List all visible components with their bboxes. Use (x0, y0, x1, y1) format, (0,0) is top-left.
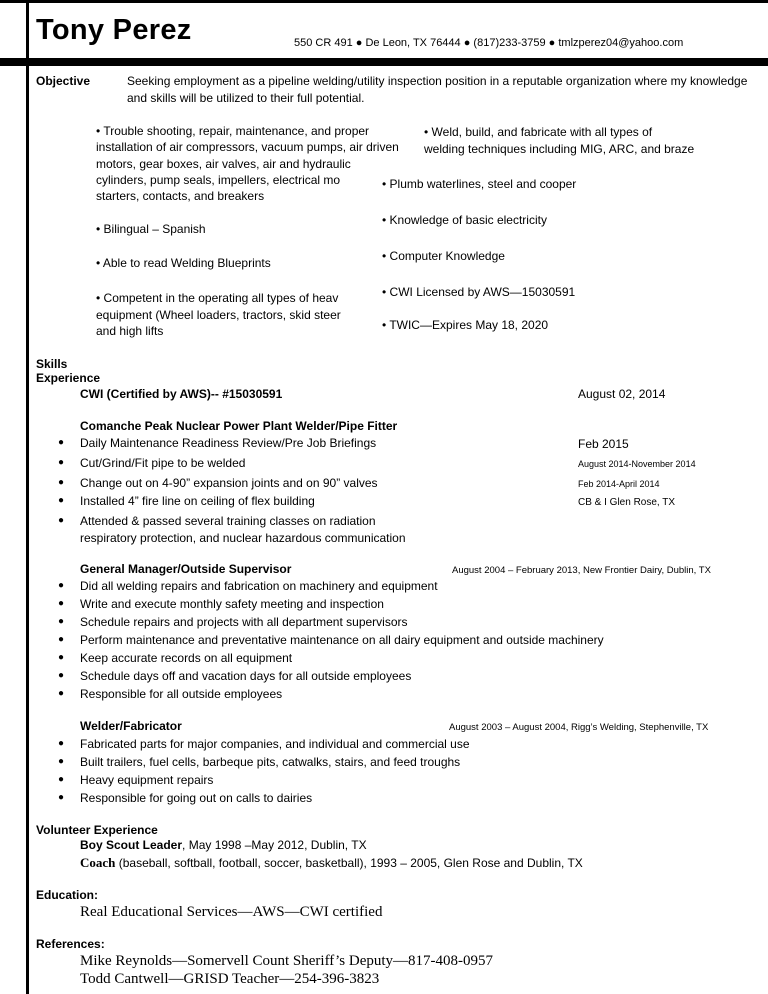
skill-cwi-licensed: • CWI Licensed by AWS—15030591 (382, 285, 576, 299)
bullet-icon: ● (58, 495, 65, 506)
comanche-bullet-4: Installed 4” fire line on ceiling of flex building (80, 494, 315, 508)
applicant-name: Tony Perez (36, 14, 192, 46)
cwi-date: August 02, 2014 (578, 387, 666, 401)
bullet-icon: ● (58, 738, 65, 749)
bullet-icon: ● (58, 688, 65, 699)
contact-info: 550 CR 491 ● De Leon, TX 76444 ● (817)233-3759 ● tmlzperez04@yahoo.com (294, 37, 684, 49)
references-label: References: (36, 937, 105, 951)
comanche-date-3: Feb 2014-April 2014 (578, 479, 660, 489)
left-border-bar (26, 0, 29, 994)
bullet-icon: ● (58, 616, 65, 627)
skill-electricity: • Knowledge of basic electricity (382, 213, 547, 227)
skill-weld-line-1: • Weld, build, and fabricate with all types of (424, 125, 653, 139)
cwi-title: CWI (Certified by AWS)-- #15030591 (80, 387, 283, 401)
welder-bullet-2: Built trailers, fuel cells, barbeque pits, catwalks, stairs, and feed troughs (80, 755, 461, 769)
gm-title: General Manager/Outside Supervisor (80, 562, 292, 576)
skill-bilingual: • Bilingual – Spanish (96, 222, 206, 236)
top-rule (0, 0, 768, 3)
gm-bullet-2: Write and execute monthly safety meeting and inspection (80, 597, 384, 611)
coach-details: (baseball, softball, football, soccer, basketball), 1993 – 2005, Glen Rose and Dublin, TX (115, 856, 583, 870)
reference-1: Mike Reynolds—Somervell Count Sheriff’s Deputy—817-408-0957 (80, 953, 494, 969)
comanche-date-1: Feb 2015 (578, 437, 629, 451)
bullet-icon: ● (58, 634, 65, 645)
volunteer-label: Volunteer Experience (36, 823, 158, 837)
education-label: Education: (36, 888, 98, 902)
bullet-icon: ● (58, 774, 65, 785)
volunteer-coach (80, 855, 583, 871)
objective-line-1: Seeking employment as a pipeline welding/utility inspection position in a reputable organization where my knowledge (127, 74, 748, 88)
gm-bullet-4: Perform maintenance and preventative maintenance on all dairy equipment and outside machinery (80, 633, 604, 647)
skill-troubleshooting: • Trouble shooting, repair, maintenance, and proper installation of air compressors, vacuum pumps, air driven motors, gear boxes, air valves, air and hydraulic cylinders, pump seals, impellers, electrical mo starters, contacts, and breakers (96, 124, 399, 203)
comanche-bullet-3: Change out on 4-90” expansion joints and on 90” valves (80, 476, 378, 490)
bullet-icon: ● (58, 598, 65, 609)
gm-bullet-6: Schedule days off and vacation days for all outside employees (80, 669, 412, 683)
bullet-icon: ● (58, 580, 65, 591)
bullet-icon: ● (58, 652, 65, 663)
skill-twic: • TWIC—Expires May 18, 2020 (382, 318, 549, 332)
comanche-bullet-5-cont: respiratory protection, and nuclear hazardous communication (80, 531, 406, 545)
volunteer-scout (80, 838, 367, 852)
gm-bullet-1: Did all welding repairs and fabrication on machinery and equipment (80, 579, 438, 593)
welder-title: Welder/Fabricator (80, 719, 182, 733)
gm-meta: August 2004 – February 2013, New Frontier Dairy, Dublin, TX (452, 565, 711, 576)
experience-label: Experience (36, 371, 101, 385)
skill-plumb: • Plumb waterlines, steel and cooper (382, 177, 577, 191)
bullet-icon: ● (58, 515, 65, 526)
skill-heavy-equipment: • Competent in the operating all types of heav equipment (Wheel loaders, tractors, skid steer and high lifts (96, 291, 341, 338)
bullet-icon: ● (58, 457, 65, 468)
welder-bullet-3: Heavy equipment repairs (80, 773, 214, 787)
comanche-bullet-5: Attended & passed several training classes on radiation (80, 514, 376, 528)
skill-computer: • Computer Knowledge (382, 249, 505, 263)
reference-2: Todd Cantwell—GRISD Teacher—254-396-3823 (80, 971, 380, 987)
skill-blueprints: • Able to read Welding Blueprints (96, 256, 271, 270)
gm-bullet-5: Keep accurate records on all equipment (80, 651, 293, 665)
welder-bullet-1: Fabricated parts for major companies, and individual and commercial use (80, 737, 470, 751)
comanche-bullet-1: Daily Maintenance Readiness Review/Pre Job Briefings (80, 436, 377, 450)
objective-line-2: and skills will be utilized to their full potential. (127, 91, 365, 105)
gm-bullet-3: Schedule repairs and projects with all department supervisors (80, 615, 408, 629)
welder-meta: August 2003 – August 2004, Rigg’s Welding, Stephenville, TX (449, 722, 709, 733)
comanche-bullet-2: Cut/Grind/Fit pipe to be welded (80, 456, 246, 470)
coach-title: Coach (80, 855, 116, 870)
bullet-icon: ● (58, 477, 65, 488)
education-line: Real Educational Services—AWS—CWI certified (80, 904, 383, 920)
bullet-icon: ● (58, 792, 65, 803)
bullet-icon: ● (58, 670, 65, 681)
bullet-icon: ● (58, 756, 65, 767)
skills-label: Skills (36, 357, 68, 371)
objective-label: Objective (36, 74, 91, 88)
welder-bullet-4: Responsible for going out on calls to dairies (80, 791, 313, 805)
scout-details: , May 1998 –May 2012, Dublin, TX (182, 838, 367, 852)
comanche-title: Comanche Peak Nuclear Power Plant Welder/Pipe Fitter (80, 419, 398, 433)
gm-bullet-7: Responsible for all outside employees (80, 687, 283, 701)
skill-weld-line-2: welding techniques including MIG, ARC, and braze (424, 142, 695, 156)
bullet-icon: ● (58, 437, 65, 448)
scout-title: Boy Scout Leader (80, 838, 183, 852)
header-rule (0, 58, 768, 66)
comanche-date-2: August 2014-November 2014 (578, 459, 696, 469)
comanche-company: CB & I Glen Rose, TX (578, 497, 676, 508)
